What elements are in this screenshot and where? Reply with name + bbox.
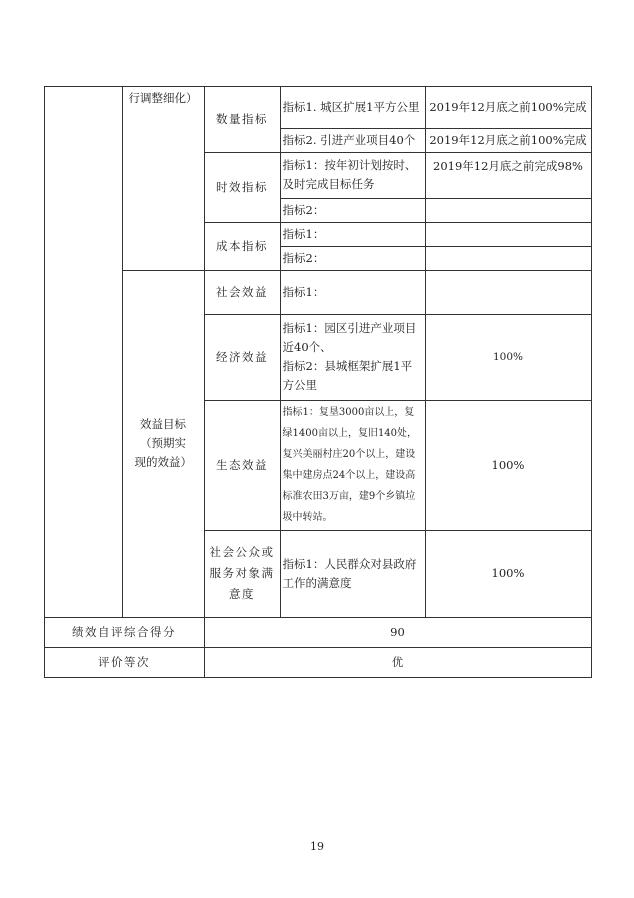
- grade-value: 优: [204, 647, 592, 678]
- quantity-indicator-1: 指标1. 城区扩展1平方公里: [280, 86, 426, 129]
- timeliness-value-2: [425, 198, 592, 223]
- social-benefit-label: 社会效益: [204, 270, 281, 315]
- ecological-benefit-indicator: 指标1：复垦3000亩以上，复绿1400亩以上，复旧140处，复兴美丽村庄20个以上，建设集中建房点24个以上，建设高标准农田3万亩，建9个乡镇垃圾中转站。: [280, 400, 426, 531]
- social-benefit-indicator: 指标1：: [280, 270, 426, 315]
- quantity-indicator-2: 指标2. 引进产业项目40个: [280, 128, 426, 153]
- satisfaction-value: 100%: [425, 530, 592, 618]
- blank-cell: [44, 86, 123, 618]
- quantity-value-2: 2019年12月底之前100%完成: [425, 128, 592, 153]
- goal-continuation-cell: 行调整细化）: [122, 86, 205, 271]
- timeliness-value-1: 2019年12月底之前完成98%: [425, 152, 592, 199]
- economic-benefit-value: 100%: [425, 314, 592, 401]
- ecological-benefit-value: 100%: [425, 400, 592, 531]
- cost-value-1: [425, 222, 592, 247]
- cost-value-2: [425, 246, 592, 271]
- page-number: 19: [310, 840, 324, 853]
- score-label: 绩效自评综合得分: [44, 617, 205, 648]
- economic-benefit-indicator: 指标1：园区引进产业项目近40个、 指标2：县城框架扩展1平方公里: [280, 314, 426, 401]
- timeliness-indicator-1: 指标1：按年初计划按时、及时完成目标任务: [280, 152, 426, 199]
- economic-benefit-label: 经济效益: [204, 314, 281, 401]
- score-value: 90: [204, 617, 592, 648]
- benefit-goal-label: 效益目标（预期实现的效益）: [122, 270, 205, 618]
- social-benefit-value: [425, 270, 592, 315]
- quantity-value-1: 2019年12月底之前100%完成: [425, 86, 592, 129]
- cost-indicator-1: 指标1：: [280, 222, 426, 247]
- cost-label: 成本指标: [204, 222, 281, 271]
- timeliness-label: 时效指标: [204, 152, 281, 223]
- satisfaction-indicator: 指标1：人民群众对县政府工作的满意度: [280, 530, 426, 618]
- cost-indicator-2: 指标2：: [280, 246, 426, 271]
- timeliness-indicator-2: 指标2：: [280, 198, 426, 223]
- satisfaction-label: 社会公众或服务对象满意度: [204, 530, 281, 618]
- ecological-benefit-label: 生态效益: [204, 400, 281, 531]
- grade-label: 评价等次: [44, 647, 205, 678]
- quantity-label: 数量指标: [204, 86, 281, 153]
